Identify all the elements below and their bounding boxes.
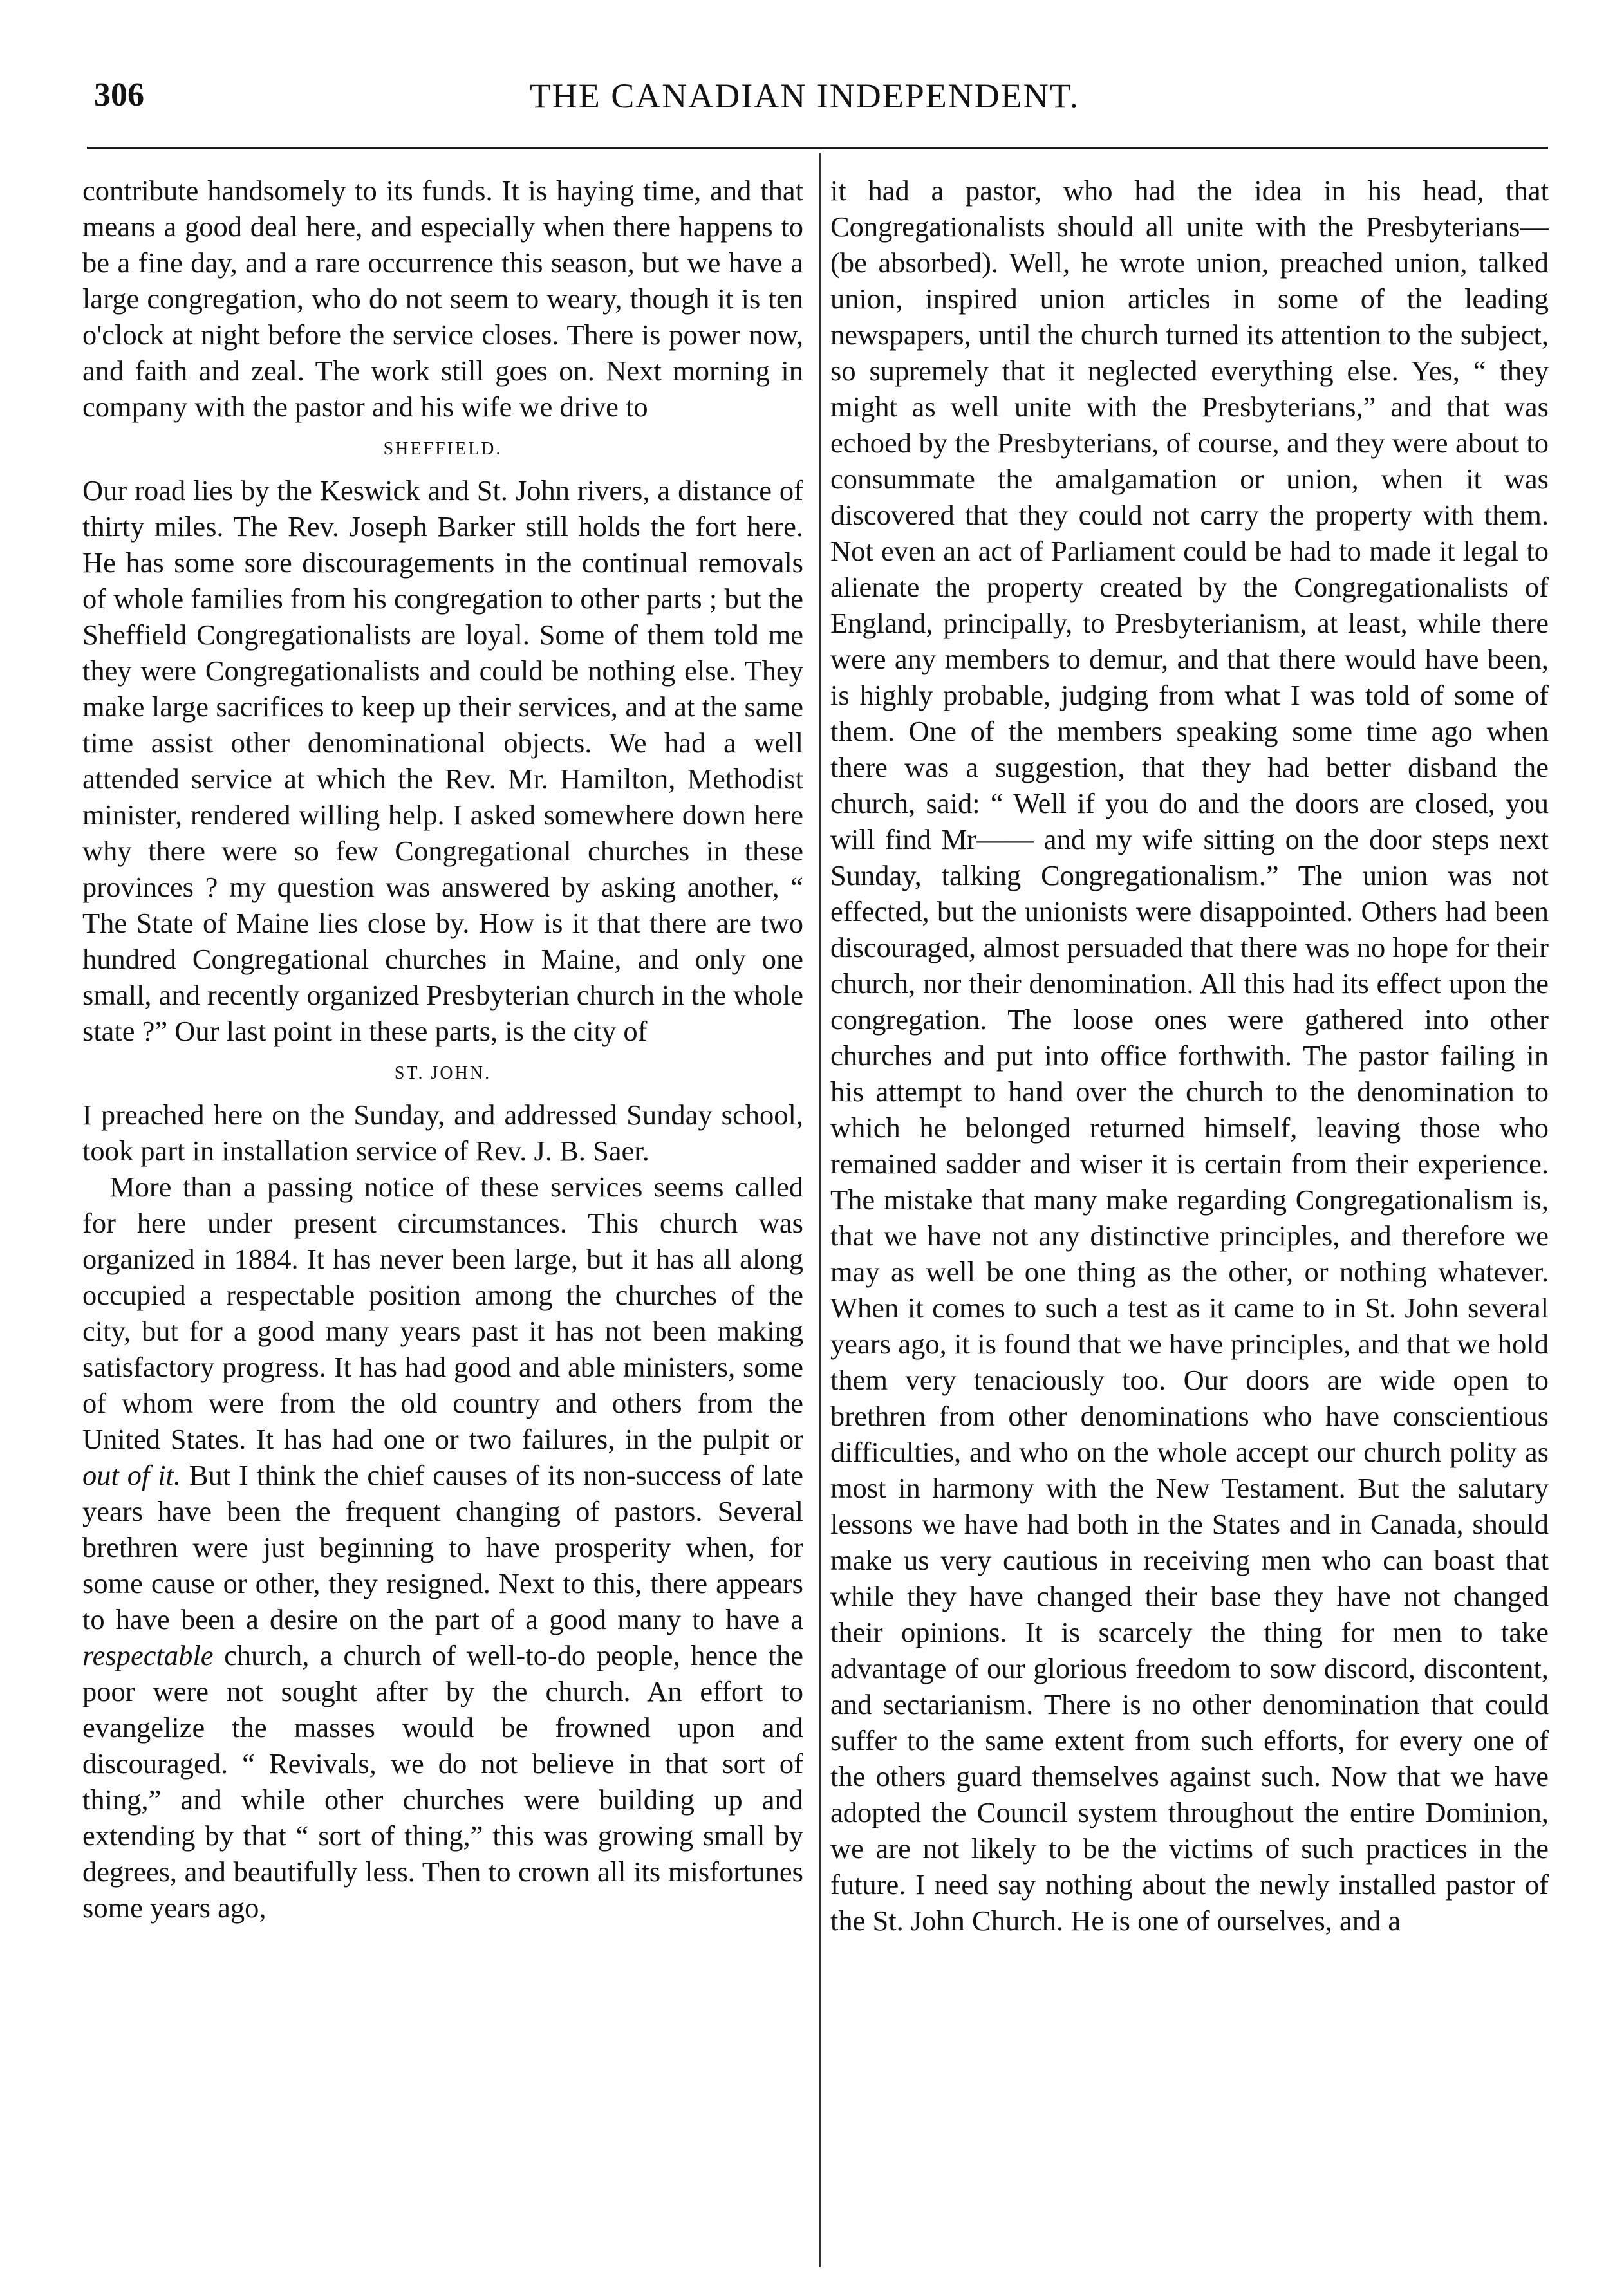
italic-text: out of it. bbox=[82, 1459, 182, 1491]
paragraph bbox=[82, 1169, 803, 1926]
page-number: 306 bbox=[94, 77, 144, 113]
text-run: church, a church of well-to-do people, hence the poor were not sought after by the church. An effort to evangelize the masses would be frowned upon and discouraged. “ Revivals, we do not believe in that sort of thing,” and while other churches were building up and extending by that “ sort of thing,” this was growing small by degrees, and beautifully less. Then to crown all its misfortunes some years ago, bbox=[82, 1639, 803, 1924]
header-rule bbox=[87, 147, 1548, 149]
running-title: THE CANADIAN INDEPENDENT. bbox=[529, 77, 1080, 115]
column-divider bbox=[819, 153, 821, 2267]
paragraph: contribute handsomely to its funds. It is haying time, and that means a good deal here, and especially when there happens to be a fine day, and a rare occurrence this season, but we have a large congregation, who do not seem to weary, though it is ten o'clock at night before the service closes. There is power now, and faith and zeal. The work still goes on. Next morning in company with the pastor and his wife we drive to bbox=[82, 174, 803, 423]
italic-text: respectable bbox=[82, 1639, 214, 1671]
left-column bbox=[82, 172, 803, 1926]
text-run: But I think the chief causes of its non-success of late years have been the frequent changing of pastors. Several brethren were just beginning to have prosperity when, for some cause or other, they resigned. Next to this, there appears to have been a desire on the part of a good many to have a bbox=[82, 1459, 803, 1635]
text-run: More than a passing notice of these services seems called for here under present circumstances. This church was organized in 1884. It has never been large, but it has all along occupied a respectable position among the churches of the city, but for a good many years past it has not been making satisfactory progress. It has had good and able ministers, some of whom were from the old country and others from the United States. It has had one or two failures, in the pulpit or bbox=[82, 1171, 803, 1455]
page-header bbox=[77, 76, 1532, 127]
section-heading-sheffield: SHEFFIELD. bbox=[383, 439, 503, 459]
paragraph: it had a pastor, who had the idea in his head, that Congregationalists should all unite with the Presbyterians—(be absorbed). Well, he wrote union, preached union, talked union, inspired union articles in some of the leading newspapers, until the church turned its attention to the subject, so supremely that it neglected everything else. Yes, “ they might as well unite with the Presbyterians,” and that was echoed by the Presbyterians, of course, and they were about to consummate the amalgamation or union, when it was discovered that they could not carry the property with them. Not even an act of Parliament could be had to made it legal to alienate the property created by the Congregationalists of England, principally, to Presbyterianism, at least, while there were any members to demur, and that there would have been, is highly probable, judging from what I was told of some of them. One of the members speaking some time ago when there was a suggestion, that they had better disband the church, said: “ Well if you do and the doors are closed, you will find Mr—— and my wife sitting on the door steps next Sunday, talking Congregationalism.” The union was not effected, but the unionists were disappointed. Others had been discouraged, almost persuaded that there was no hope for their church, nor their denomination. All this had its effect upon the congregation. The loose ones were gathered into other churches and put into office forthwith. The pastor failing in his attempt to hand over the church to the denomination to which he belonged returned himself, leaving those who remained sadder and wiser it is certain from their experience. The mistake that many make regarding Congregationalism is, that we have not any distinctive principles, and therefore we may as well be one thing as the other, or nothing whatever. When it comes to such a test as it came to in St. John several years ago, it is found that we have principles, and that we hold them very tenaciously too. Our doors are wide open to brethren from other denominations who have conscientious difficulties, and who on the whole accept our church polity as most in harmony with the New Testament. But the salutary lessons we have had both in the States and in Canada, should make us very cautious in receiving men who can boast that while they have changed their base they have not changed their opinions. It is scarcely the thing for men to take advantage of our glorious freedom to sow discord, discontent, and sectarianism. There is no other denomination that could suffer to the same extent from such efforts, for every one of the others guard themselves against such. Now that we have adopted the Council system throughout the entire Dominion, we are not likely to be the victims of such practices in the future. I need say nothing about the newly installed pastor of the St. John Church. He is one of ourselves, and a bbox=[830, 174, 1549, 1937]
section-heading-st-john: ST. JOHN. bbox=[394, 1063, 492, 1083]
paragraph: Our road lies by the Keswick and St. John rivers, a distance of thirty miles. The Rev. Joseph Barker still holds the fort here. He has some sore discouragements in the continual removals of whole families from his congregation to other parts ; but the Sheffield Congregationalists are loyal. Some of them told me they were Congregationalists and could be nothing else. They make large sacrifices to keep up their services, and at the same time assist other denominational objects. We had a well attended service at which the Rev. Mr. Hamilton, Methodist minister, rendered willing help. I asked somewhere down here why there were so few Congregational churches in these provinces ? my question was answered by asking another, “ The State of Maine lies close by. How is it that there are two hundred Congregational churches in Maine, and only one small, and recently organized Presbyterian church in the whole state ?” Our last point in these parts, is the city of bbox=[82, 474, 803, 1047]
paragraph: I preached here on the Sunday, and addressed Sunday school, took part in installation service of Rev. J. B. Saer. bbox=[82, 1099, 803, 1167]
right-column bbox=[830, 172, 1549, 1939]
